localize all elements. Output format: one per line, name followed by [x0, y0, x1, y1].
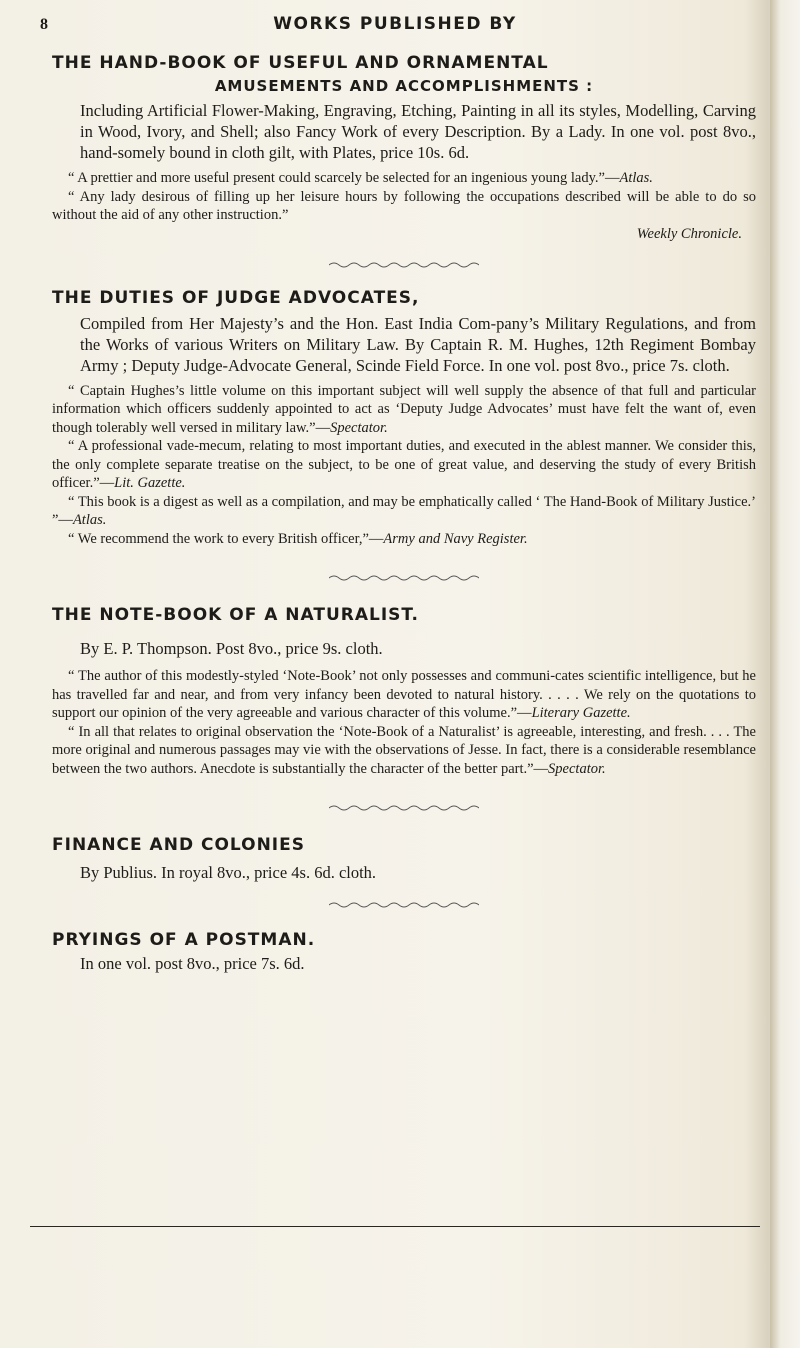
review-quote: “ A prettier and more useful present could scarcely be selected for an ingenious young lady.”—Atlas.	[68, 170, 653, 186]
review-quote: “ In all that relates to original observation the ‘Note-Book of a Naturalist’ is agreeable, interesting, and fresh. . . . The more original and numerous passages may vie with the observations of Jesse. In fact, there is a considerable resemblance between the two authors. Anecdote is substantially the character of the better part.”—Spectator.	[52, 723, 756, 777]
listing-finance-colonies	[52, 834, 756, 883]
review-source: Spectator.	[548, 760, 606, 777]
review-source: Weekly Chronicle.	[636, 225, 742, 242]
review-source: Lit. Gazette.	[114, 475, 186, 491]
listing-description: By Publius. In royal 8vo., price 4s. 6d. cloth.	[80, 863, 377, 882]
review-quote: “ A professional vade-mecum, relating to most important duties, and executed in the ablest manner. We consider this, the only complete separate treatise on the subject, to be one of great value, and deserving the study of every British officer.”—Lit. Gazette.	[52, 438, 756, 491]
listing-pryings-postman	[52, 929, 756, 974]
footer-rule	[30, 1226, 760, 1227]
page-number: 8	[40, 16, 48, 33]
review-quote: “ Any lady desirous of filling up her leisure hours by following the occupations described will be able to do so without the aid of any other instruction.”	[52, 188, 756, 223]
review-quote: “ We recommend the work to every British officer,”—Army and Navy Register.	[68, 530, 528, 547]
listing-title: FINANCE AND COLONIES	[52, 835, 305, 855]
review-source: Spectator.	[330, 419, 388, 436]
wavy-divider	[329, 804, 479, 812]
review-source: Atlas.	[72, 512, 107, 528]
page-header	[30, 6, 760, 36]
page-content	[52, 52, 756, 980]
review-source: Literary Gazette.	[531, 705, 631, 721]
listing-description: Including Artificial Flower-Making, Engraving, Etching, Painting in all its styles, Modelling, Carving in Wood, Ivory, and Shell; also Fancy Work of every Description. By a Lady. In one vol. post 8vo., hand-somely bound in cloth gilt, with Plates, price 10s. 6d.	[80, 101, 756, 162]
wavy-divider	[329, 261, 479, 269]
review-quote: “ This book is a digest as well as a compilation, and may be emphatically called ‘ The Hand-Book of Military Justice.’ ”—Atlas.	[52, 493, 756, 528]
listing-description: By E. P. Thompson. Post 8vo., price 9s. cloth.	[80, 639, 383, 658]
running-head: WORKS PUBLISHED BY	[273, 14, 517, 34]
listing-judge-advocates	[52, 287, 756, 549]
listing-description: In one vol. post 8vo., price 7s. 6d.	[80, 954, 305, 973]
listing-title: THE DUTIES OF JUDGE ADVOCATES,	[52, 287, 420, 308]
wavy-divider	[329, 901, 479, 909]
review-quote: “ The author of this modestly-styled ‘Note-Book’ not only possesses and communi-cates scientific intelligence, but he has travelled far and near, and from very infancy been devoted to natural history. . . . . We rely on the quotations to support our opinion of the very agreeable and various character of this volume.”—Literary Gazette.	[52, 668, 756, 721]
listing-title: THE HAND-BOOK OF USEFUL AND ORNAMENTAL	[52, 53, 549, 73]
listing-title: THE NOTE-BOOK OF A NATURALIST.	[52, 605, 419, 625]
review-source: Army and Navy Register.	[383, 530, 528, 547]
listing-title: PRYINGS OF A POSTMAN.	[52, 930, 316, 950]
listing-subtitle: AMUSEMENTS AND ACCOMPLISHMENTS :	[214, 77, 594, 95]
listing-description: Compiled from Her Majesty’s and the Hon. East India Com-pany’s Military Regulations, and from the Works of various Writers on Military Law. By Captain R. M. Hughes, 12th Regiment Bombay Army ; Deputy Judge-Advocate General, Scinde Field Force. In one vol. post 8vo., price 7s. cloth.	[80, 313, 756, 375]
review-source: Atlas.	[619, 170, 653, 186]
wavy-divider	[329, 574, 479, 582]
listing-handbook-amusements	[52, 52, 756, 243]
page-gutter	[770, 0, 800, 1348]
listing-note-book-naturalist	[52, 604, 756, 778]
review-quote: “ Captain Hughes’s little volume on this important subject will well supply the absence of that full and particular information which officers suddenly appointed to act as ‘Deputy Judge Advocates’ must have felt the want of, even though tolerably well versed in military law.”—Spectator.	[52, 382, 756, 436]
